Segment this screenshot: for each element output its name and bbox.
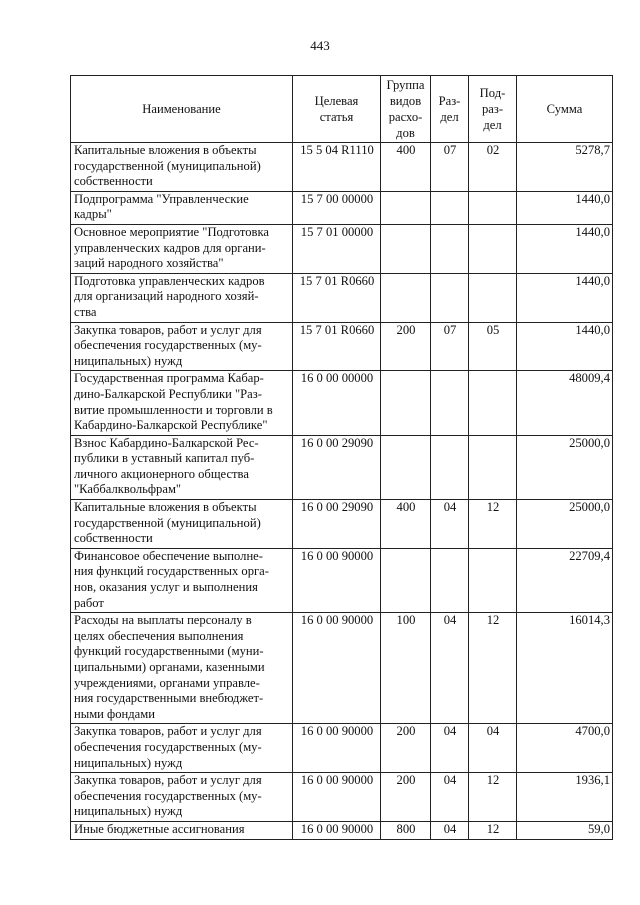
cell-name: Закупка товаров, работ и услуг для обеспечения государственных (му- ниципальных) нужд [71,322,293,371]
cell-group: 100 [381,613,431,724]
cell-name: Капитальные вложения в объекты государственной (муниципальной) собственности [71,500,293,549]
cell-group [381,548,431,612]
cell-group: 400 [381,500,431,549]
cell-subsection: 12 [469,500,517,549]
cell-target: 15 5 04 R1110 [293,143,381,192]
cell-group [381,273,431,322]
header-subsection: Под- раз- дел [469,76,517,143]
cell-name: Капитальные вложения в объекты государственной (муниципальной) собственности [71,143,293,192]
cell-section: 07 [431,322,469,371]
cell-sum: 22709,4 [517,548,613,612]
cell-section: 04 [431,773,469,822]
cell-group: 200 [381,322,431,371]
cell-sum: 48009,4 [517,371,613,435]
cell-group: 800 [381,821,431,839]
cell-sum: 25000,0 [517,435,613,499]
header-group: Группа видов расхо- дов [381,76,431,143]
cell-subsection [469,273,517,322]
cell-target: 16 0 00 90000 [293,548,381,612]
cell-subsection: 04 [469,724,517,773]
cell-group [381,435,431,499]
cell-subsection [469,435,517,499]
table-row [71,821,613,839]
page-number: 443 [310,38,330,53]
cell-sum: 59,0 [517,821,613,839]
cell-sum: 1936,1 [517,773,613,822]
cell-name: Подготовка управленческих кадров для организаций народного хозяй- ства [71,273,293,322]
cell-section: 04 [431,500,469,549]
cell-group [381,224,431,273]
cell-section: 04 [431,821,469,839]
cell-group [381,191,431,224]
cell-sum: 5278,7 [517,143,613,192]
table-row [71,548,613,612]
cell-group: 400 [381,143,431,192]
cell-subsection [469,224,517,273]
cell-section [431,371,469,435]
cell-sum: 1440,0 [517,191,613,224]
cell-subsection: 12 [469,613,517,724]
cell-subsection: 05 [469,322,517,371]
cell-section [431,224,469,273]
cell-subsection [469,371,517,435]
table-row [71,143,613,192]
cell-section [431,191,469,224]
table-header-row [71,76,613,143]
cell-target: 16 0 00 90000 [293,724,381,773]
cell-target: 15 7 01 R0660 [293,322,381,371]
header-target: Целевая статья [293,76,381,143]
table-row [71,435,613,499]
cell-target: 15 7 00 00000 [293,191,381,224]
cell-target: 16 0 00 90000 [293,613,381,724]
cell-subsection: 02 [469,143,517,192]
cell-name: Финансовое обеспечение выполне- ния функций государственных орга- нов, оказания услуг и выполнения работ [71,548,293,612]
cell-sum: 4700,0 [517,724,613,773]
cell-sum: 25000,0 [517,500,613,549]
cell-section [431,273,469,322]
cell-subsection: 12 [469,821,517,839]
header-name: Наименование [71,76,293,143]
budget-table [70,75,613,840]
cell-subsection: 12 [469,773,517,822]
cell-sum: 1440,0 [517,322,613,371]
table-row [71,224,613,273]
cell-group: 200 [381,724,431,773]
table-row [71,371,613,435]
cell-target: 16 0 00 29090 [293,435,381,499]
cell-sum: 1440,0 [517,224,613,273]
cell-target: 15 7 01 00000 [293,224,381,273]
cell-name: Основное мероприятие "Подготовка управленческих кадров для органи- заций народного хозяйства" [71,224,293,273]
cell-subsection [469,191,517,224]
cell-name: Взнос Кабардино-Балкарской Рес- публики в уставный капитал пуб- личного акционерного общества "Каббалквольфрам" [71,435,293,499]
cell-section [431,435,469,499]
cell-sum: 1440,0 [517,273,613,322]
cell-name: Закупка товаров, работ и услуг для обеспечения государственных (му- ниципальных) нужд [71,724,293,773]
cell-target: 15 7 01 R0660 [293,273,381,322]
header-section: Раз- дел [431,76,469,143]
cell-name: Закупка товаров, работ и услуг для обеспечения государственных (му- ниципальных) нужд [71,773,293,822]
cell-target: 16 0 00 29090 [293,500,381,549]
cell-group: 200 [381,773,431,822]
cell-target: 16 0 00 90000 [293,773,381,822]
cell-section [431,548,469,612]
cell-name: Расходы на выплаты персоналу в целях обеспечения выполнения функций государственными (муни- ципальными) органами, казенными учреждениями, органами управле- ния государственными внебюджет- ными фондами [71,613,293,724]
cell-name: Подпрограмма "Управленческие кадры" [71,191,293,224]
table-row [71,773,613,822]
cell-sum: 16014,3 [517,613,613,724]
table-row [71,191,613,224]
table-row [71,273,613,322]
table-row [71,613,613,724]
table-row [71,500,613,549]
cell-target: 16 0 00 00000 [293,371,381,435]
table-row [71,724,613,773]
header-sum: Сумма [517,76,613,143]
cell-section: 04 [431,613,469,724]
cell-name: Иные бюджетные ассигнования [71,821,293,839]
cell-group [381,371,431,435]
cell-section: 04 [431,724,469,773]
table-row [71,322,613,371]
cell-subsection [469,548,517,612]
cell-name: Государственная программа Кабар- дино-Балкарской Республики "Раз- витие промышленности и торговли в Кабардино-Балкарской Республике" [71,371,293,435]
cell-target: 16 0 00 90000 [293,821,381,839]
cell-section: 07 [431,143,469,192]
